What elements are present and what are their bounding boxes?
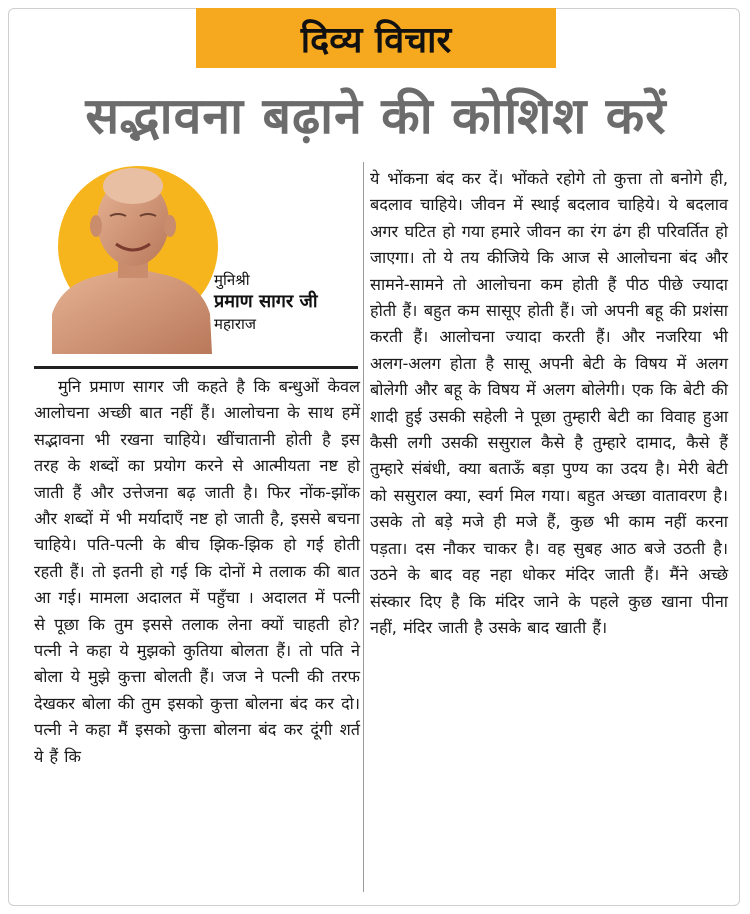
author-suffix: महाराज xyxy=(214,315,256,333)
section-label: दिव्य विचार xyxy=(196,8,556,68)
article-column-right: ये भोंकना बंद कर दें। भोंकते रहोगे तो कुत्ता तो बनोगे ही, बदलाव चाहिये। जीवन में स्थाई बदलाव चाहिये। ये बदलाव अगर घटित हो गया हमारे जीवन का रंग ढंग ही परिवर्तित हो जाएगा। तो ये तय कीजिये कि आज से आलोचना बंद और सामने-सामने तो आलोचना कम होती हैं पीठ पीछे ज्यादा होती हैं। बहुत कम सासूए होती हैं। जो अपनी बहू की प्रशंसा करती हैं। आलोचना ज्यादा करती हैं। और नजरिया भी अलग-अलग होता है सासू अपनी बेटी के विषय में अलग बोलेगी और बहू के विषय में अलग बोलेगी। एक कि बेटी की शादी हुई उसकी सहेली ने पूछा तुम्हारी बेटी का विवाह हुआ कैसी लगी उसकी ससुराल कैसे है तुम्हारे दामाद, कैसे हैं तुम्हारे संबंधी, क्या बताऊँ बड़ा पुण्य का उदय है। मेरी बेटी को ससुराल क्या, स्वर्ग मिल गया। बहुत अच्छा वातावरण है। उसके तो बड़े मजे ही मजे हैं, कुछ भी काम नहीं करना पड़ता। दस नौकर चाकर है। वह सुबह आठ बजे उठती है। उठने के बाद वह नहा धोकर मंदिर जाती हैं। मैंने अच्छे संस्कार दिए है कि मंदिर जाने के पहले कुछ खाना पीना नहीं, मंदिर जाती है उसके बाद खाती हैं। xyxy=(370,169,728,637)
author-divider-rule xyxy=(34,366,358,369)
column-divider xyxy=(363,162,364,892)
author-portrait-block xyxy=(24,160,364,360)
author-prefix: मुनिश्री xyxy=(214,271,250,289)
author-name: प्रमाण सागर जी xyxy=(214,291,318,312)
author-photo xyxy=(52,164,212,354)
article-column-left: मुनि प्रमाण सागर जी कहते है कि बन्धुओं केवल आलोचना अच्छी बात नहीं हैं। आलोचना के साथ हमें सद्भावना भी रखना चाहिये। खींचातानी होती है इस तरह के शब्दों का प्रयोग करने से आत्मीयता नष्ट हो जाती हैं और उत्तेजना बढ़ जाती है। फिर नोंक-झोंक और शब्दों में भी मर्यादाएँ नष्ट हो जाती है, इससे बचना चाहिये। पति-पत्नी के बीच झिक-झिक हो गई होती रहती हैं। तो इतनी हो गई कि दोनों मे तलाक की बात आ गई। मामला अदालत में पहुँचा । अदालत में पत्नी से पूछा कि तुम इससे तलाक लेना क्यों चाहती हो? पत्नी ने कहा ये मुझको कुतिया बोलता हैं। तो पति ने बोला ये मुझे कुत्ता बोलती हैं। जज ने पत्नी की तरफ देखकर बोला की तुम इसको कुत्ता बोलना बंद कर दो। पत्नी ने कहा मैं इसको कुत्ता बोलना बंद कर दूंगी शर्त ये हैं कि xyxy=(34,377,360,766)
headline: सद्भावना बढ़ाने की कोशिश करें xyxy=(85,87,667,145)
author-credit xyxy=(214,270,318,334)
